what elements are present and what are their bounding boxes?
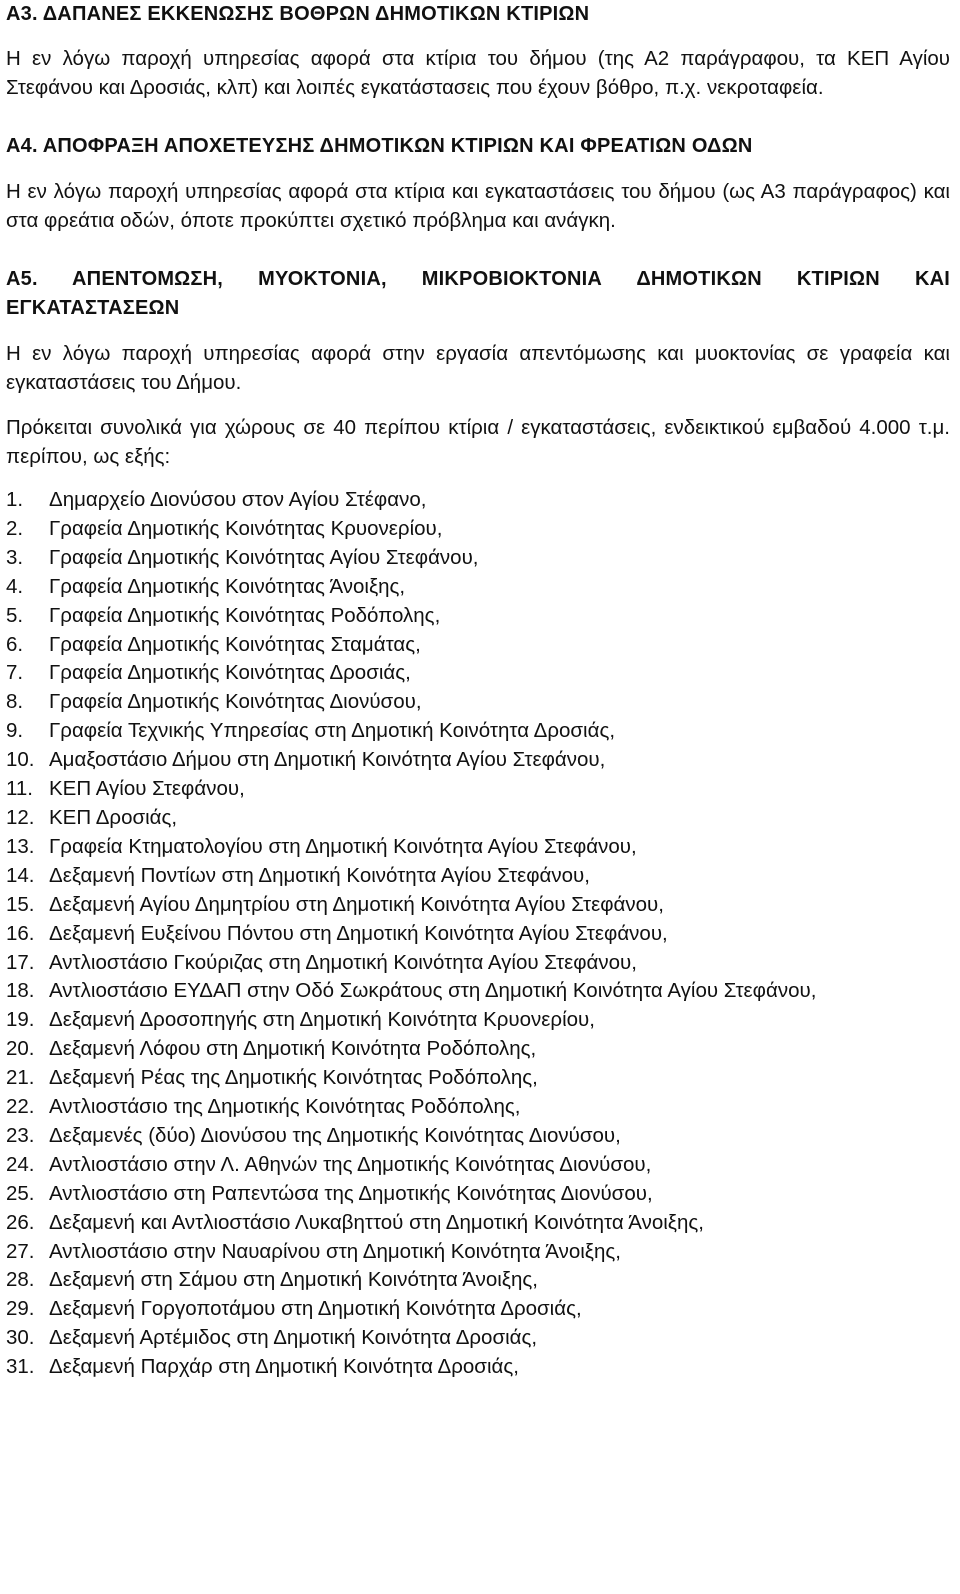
list-item — [6, 1209, 950, 1238]
list-item-number: 22. — [6, 1095, 35, 1119]
list-item — [6, 1180, 950, 1209]
list-item-number: 24. — [6, 1152, 35, 1176]
list-item-text: ΚΕΠ Δροσιάς, — [49, 805, 178, 829]
list-item-number: 26. — [6, 1210, 35, 1234]
list-item — [6, 544, 950, 573]
document-page — [6, 0, 950, 1382]
list-item — [6, 602, 950, 631]
list-item — [6, 1353, 950, 1382]
list-item-text: Γραφεία Τεχνικής Υπηρεσίας στη Δημοτική Κοινότητα Δροσιάς, — [49, 719, 616, 743]
list-item — [6, 1122, 950, 1151]
list-item-text: Δεξαμενή Ποντίων στη Δημοτική Κοινότητα Αγίου Στεφάνου, — [49, 863, 590, 887]
section-a4-paragraph: Η εν λόγω παροχή υπηρεσίας αφορά στα κτίρια και εγκαταστάσεις του δήμου (ως Α3 παράγραφος) και στα φρεάτια οδών, όποτε προκύπτει σχετικό πρόβλημα και ανάγκη. — [6, 180, 950, 232]
list-item-text: Αντλιοστάσιο Γκούριζας στη Δημοτική Κοινότητα Αγίου Στεφάνου, — [49, 950, 637, 974]
list-item — [6, 833, 950, 862]
list-item — [6, 1295, 950, 1324]
list-item-text: Αντλιοστάσιο ΕΥΔΑΠ στην Οδό Σωκράτους στη Δημοτική Κοινότητα Αγίου Στεφάνου, — [49, 979, 817, 1003]
list-item-number: 14. — [6, 863, 35, 887]
list-item — [6, 920, 950, 949]
section-a5-paragraph-2: Πρόκειται συνολικά για χώρους σε 40 περίπου κτίρια / εγκαταστάσεις, ενδεικτικού εμβαδού 4.000 τ.μ. περίπου, ως εξής: — [6, 416, 950, 468]
list-item-text: Αντλιοστάσιο της Δημοτικής Κοινότητας Ροδόπολης, — [49, 1095, 521, 1119]
list-item — [6, 1035, 950, 1064]
list-item-number: 7. — [6, 661, 24, 685]
section-a3-paragraph: Η εν λόγω παροχή υπηρεσίας αφορά στα κτίρια του δήμου (της Α2 παράγραφου, τα ΚΕΠ Αγίου Στεφάνου και Δροσιάς, κλπ) και λοιπές εγκατάστασεις που έχουν βόθρο, π.χ. νεκροταφεία. — [6, 47, 950, 99]
list-item-text: Γραφεία Κτηματολογίου στη Δημοτική Κοινότητα Αγίου Στεφάνου, — [49, 834, 637, 858]
list-item — [6, 1266, 950, 1295]
list-item-number: 11. — [6, 777, 33, 801]
list-item-text: Δεξαμενή στη Σάμου στη Δημοτική Κοινότητα Άνοιξης, — [49, 1268, 538, 1292]
list-item-text: Δημαρχείο Διονύσου στον Αγίου Στέφανο, — [49, 488, 427, 511]
list-item-number: 1. — [6, 488, 24, 511]
list-item-text: Γραφεία Δημοτικής Κοινότητας Άνοιξης, — [49, 574, 406, 598]
list-item-text: Αμαξοστάσιο Δήμου στη Δημοτική Κοινότητα Αγίου Στεφάνου, — [49, 748, 606, 772]
list-item-text: Γραφεία Δημοτικής Κοινότητας Κρυονερίου, — [49, 516, 443, 540]
list-item-text: Δεξαμενές (δύο) Διονύσου της Δημοτικής Κοινότητας Διονύσου, — [49, 1123, 621, 1147]
list-item — [6, 573, 950, 602]
list-item-number: 4. — [6, 574, 24, 598]
list-item — [6, 891, 950, 920]
list-item — [6, 717, 950, 746]
list-item-text: Δεξαμενή και Αντλιοστάσιο Λυκαβηττού στη Δημοτική Κοινότητα Άνοιξης, — [49, 1210, 704, 1234]
list-item-text: Γραφεία Δημοτικής Κοινότητας Ροδόπολης, — [49, 603, 441, 627]
section-a4-heading: Α4. ΑΠΟΦΡΑΞΗ ΑΠΟΧΕΤΕΥΣΗΣ ΔΗΜΟΤΙΚΩΝ ΚΤΙΡΙΩΝ ΚΑΙ ΦΡΕΑΤΙΩΝ ΟΔΩΝ — [6, 135, 753, 157]
list-item — [6, 1151, 950, 1180]
list-item-number: 9. — [6, 719, 24, 743]
list-item-number: 31. — [6, 1355, 35, 1379]
list-item — [6, 631, 950, 660]
list-item — [6, 746, 950, 775]
list-item-text: Δεξαμενή Αγίου Δημητρίου στη Δημοτική Κοινότητα Αγίου Στεφάνου, — [49, 892, 664, 916]
list-item — [6, 775, 950, 804]
list-item-number: 17. — [6, 950, 35, 974]
list-item-number: 16. — [6, 921, 35, 945]
list-item-number: 27. — [6, 1239, 35, 1263]
list-item-number: 29. — [6, 1297, 35, 1321]
list-item — [6, 949, 950, 978]
list-item-number: 15. — [6, 892, 35, 916]
list-item — [6, 977, 950, 1006]
list-item-number: 30. — [6, 1326, 35, 1350]
list-item-text: Δεξαμενή Ευξείνου Πόντου στη Δημοτική Κοινότητα Αγίου Στεφάνου, — [49, 921, 668, 945]
list-item — [6, 862, 950, 891]
list-item-number: 6. — [6, 632, 24, 656]
list-item-text: ΚΕΠ Αγίου Στεφάνου, — [49, 777, 245, 801]
list-item-number: 5. — [6, 603, 24, 627]
list-item-text: Δεξαμενή Γοργοποτάμου στη Δημοτική Κοινότητα Δροσιάς, — [49, 1297, 582, 1321]
list-item-text: Δεξαμενή Δροσοπηγής στη Δημοτική Κοινότητα Κρυονερίου, — [49, 1008, 595, 1032]
list-item-number: 18. — [6, 979, 35, 1003]
section-a5-paragraph-1: Η εν λόγω παροχή υπηρεσίας αφορά στην εργασία απεντόμωσης και μυοκτονίας σε γραφεία και εγκαταστάσεις του Δήμου. — [6, 342, 950, 394]
list-item-number: 25. — [6, 1181, 35, 1205]
list-item-text: Δεξαμενή Λόφου στη Δημοτική Κοινότητα Ροδόπολης, — [49, 1037, 537, 1061]
list-item-text: Γραφεία Δημοτικής Κοινότητας Σταμάτας, — [49, 632, 421, 656]
list-item-text: Αντλιοστάσιο στην Λ. Αθηνών της Δημοτικής Κοινότητας Διονύσου, — [49, 1152, 652, 1176]
list-item-text: Δεξαμενή Αρτέμιδος στη Δημοτική Κοινότητα Δροσιάς, — [49, 1326, 538, 1350]
list-item-text: Γραφεία Δημοτικής Κοινότητας Αγίου Στεφάνου, — [49, 545, 479, 569]
list-item — [6, 804, 950, 833]
list-item — [6, 688, 950, 717]
list-item — [6, 1238, 950, 1267]
list-item-number: 21. — [6, 1066, 35, 1090]
section-a5-heading: Α5. ΑΠΕΝΤΟΜΩΣΗ, ΜΥΟΚΤΟΝΙΑ, ΜΙΚΡΟΒΙΟΚΤΟΝΙΑ ΔΗΜΟΤΙΚΩΝ ΚΤΙΡΙΩΝ ΚΑΙ ΕΓΚΑΤΑΣΤΑΣΕΩΝ — [6, 268, 950, 319]
list-item-number: 3. — [6, 545, 24, 569]
list-item-number: 19. — [6, 1008, 35, 1032]
list-item-text: Αντλιοστάσιο στη Ραπεντώσα της Δημοτικής Κοινότητας Διονύσου, — [49, 1181, 653, 1205]
list-item — [6, 659, 950, 688]
list-item-number: 10. — [6, 748, 35, 772]
list-item — [6, 515, 950, 544]
list-item-number: 28. — [6, 1268, 35, 1292]
list-item-text: Δεξαμενή Παρχάρ στη Δημοτική Κοινότητα Δροσιάς, — [49, 1355, 519, 1379]
list-item — [6, 1006, 950, 1035]
list-item-number: 13. — [6, 834, 35, 858]
list-item-number: 2. — [6, 516, 24, 540]
list-item-number: 20. — [6, 1037, 35, 1061]
facilities-list — [6, 486, 950, 1382]
list-item-text: Γραφεία Δημοτικής Κοινότητας Δροσιάς, — [49, 661, 411, 685]
list-item — [6, 1064, 950, 1093]
list-item-number: 8. — [6, 690, 24, 714]
list-item — [6, 1093, 950, 1122]
list-item-text: Γραφεία Δημοτικής Κοινότητας Διονύσου, — [49, 690, 422, 714]
list-item-text: Αντλιοστάσιο στην Ναυαρίνου στη Δημοτική Κοινότητα Άνοιξης, — [49, 1239, 621, 1263]
section-a3-heading: Α3. ΔΑΠΑΝΕΣ ΕΚΚΕΝΩΣΗΣ ΒΟΘΡΩΝ ΔΗΜΟΤΙΚΩΝ ΚΤΙΡΙΩΝ — [6, 3, 590, 25]
list-item-text: Δεξαμενή Ρέας της Δημοτικής Κοινότητας Ροδόπολης, — [49, 1066, 538, 1090]
list-item — [6, 1324, 950, 1353]
list-item-number: 12. — [6, 805, 35, 829]
list-item — [6, 486, 950, 515]
list-item-number: 23. — [6, 1123, 35, 1147]
